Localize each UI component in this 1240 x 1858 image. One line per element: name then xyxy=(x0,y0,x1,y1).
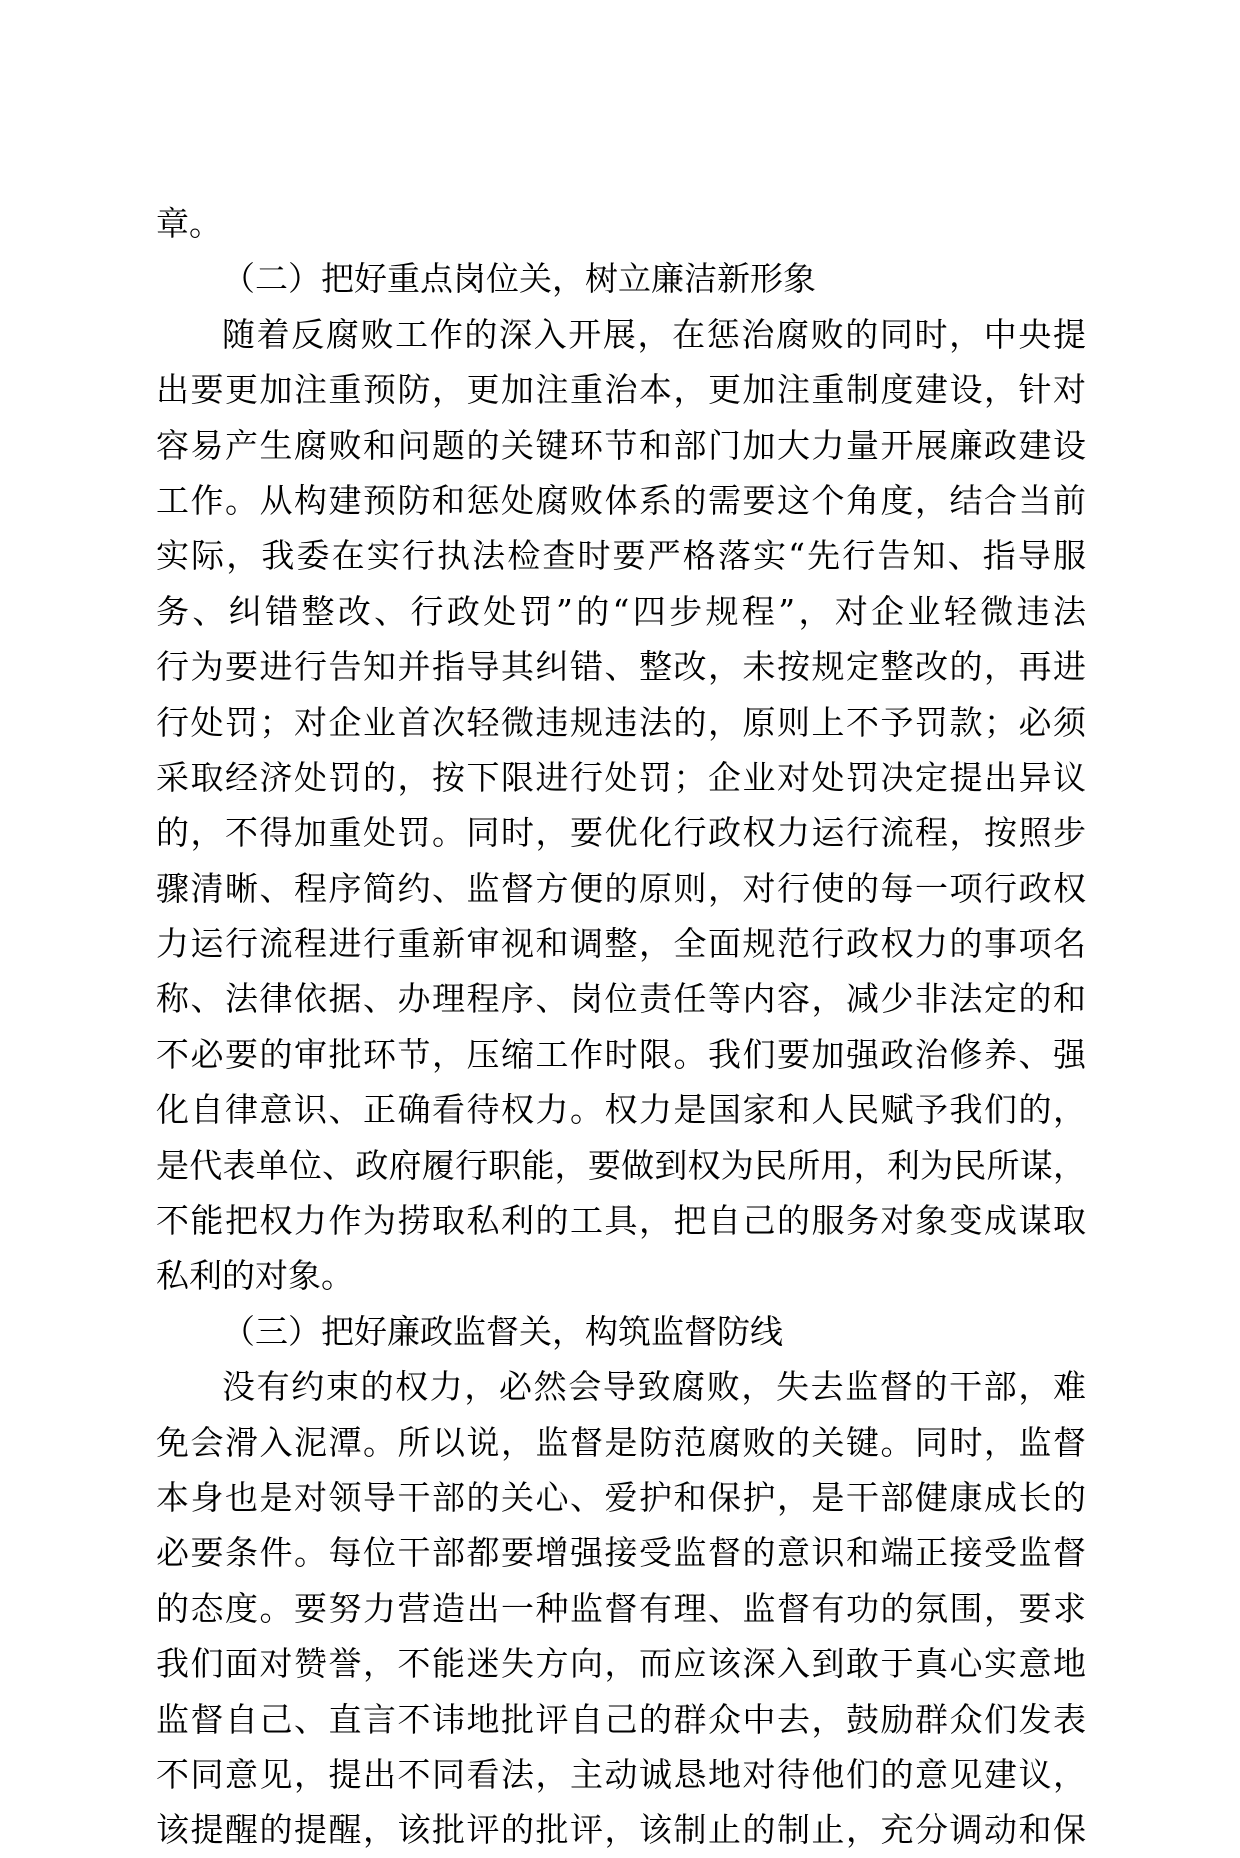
text-line: 本身也是对领导干部的关心、爱护和保护，是干部健康成长的 xyxy=(156,1477,1086,1517)
text-line: 称、法律依据、办理程序、岗位责任等内容，减少非法定的和 xyxy=(156,979,1086,1019)
document-body xyxy=(156,196,1086,1858)
paragraph-start: 没有约束的权力，必然会导致腐败，失去监督的干部，难 xyxy=(222,1367,1086,1407)
text-line: 必要条件。每位干部都要增强接受监督的意识和端正接受监督 xyxy=(156,1533,1086,1573)
text-line: 力运行流程进行重新审视和调整，全面规范行政权力的事项名 xyxy=(156,924,1086,964)
text-line: 不必要的审批环节，压缩工作时限。我们要加强政治修养、强 xyxy=(156,1034,1086,1074)
text-line: 实际，我委在实行执法检查时要严格落实“先行告知、指导服 xyxy=(156,536,1086,576)
text-line: 务、纠错整改、行政处罚”的“四步规程”，对企业轻微违法 xyxy=(156,591,1086,631)
paragraph-start: 随着反腐败工作的深入开展，在惩治腐败的同时，中央提 xyxy=(222,314,1086,354)
text-line: 行为要进行告知并指导其纠错、整改，未按规定整改的，再进 xyxy=(156,647,1086,687)
text-line: 化自律意识、正确看待权力。权力是国家和人民赋予我们的， xyxy=(156,1090,1086,1130)
section-heading-3: （三）把好廉政监督关，构筑监督防线 xyxy=(222,1311,783,1351)
text-line: 监督自己、直言不讳地批评自己的群众中去，鼓励群众们发表 xyxy=(156,1699,1086,1739)
text-line: 骤清晰、程序简约、监督方便的原则，对行使的每一项行政权 xyxy=(156,868,1086,908)
text-line: 该提醒的提醒，该批评的批评，该制止的制止，充分调动和保 xyxy=(156,1810,1086,1850)
text-line: 免会滑入泥潭。所以说，监督是防范腐败的关键。同时，监督 xyxy=(156,1422,1086,1462)
section-heading-2: （二）把好重点岗位关，树立廉洁新形象 xyxy=(222,259,816,299)
text-line: 容易产生腐败和问题的关键环节和部门加大力量开展廉政建设 xyxy=(156,425,1086,465)
text-line: 工作。从构建预防和惩处腐败体系的需要这个角度，结合当前 xyxy=(156,480,1086,520)
text-line: 不同意见，提出不同看法，主动诚恳地对待他们的意见建议， xyxy=(156,1754,1086,1794)
text-line: 不能把权力作为捞取私利的工具，把自己的服务对象变成谋取 xyxy=(156,1201,1086,1241)
text-line: 行处罚；对企业首次轻微违规违法的，原则上不予罚款；必须 xyxy=(156,702,1086,742)
text-line: 我们面对赞誉，不能迷失方向，而应该深入到敢于真心实意地 xyxy=(156,1644,1086,1684)
text-line: 章。 xyxy=(156,204,222,243)
text-line: 是代表单位、政府履行职能，要做到权为民所用，利为民所谋， xyxy=(156,1145,1086,1185)
text-line: 采取经济处罚的，按下限进行处罚；企业对处罚决定提出异议 xyxy=(156,757,1086,797)
text-line: 出要更加注重预防，更加注重治本，更加注重制度建设，针对 xyxy=(156,370,1086,410)
text-line: 的态度。要努力营造出一种监督有理、监督有功的氛围，要求 xyxy=(156,1588,1086,1628)
paragraph-end: 私利的对象。 xyxy=(156,1256,354,1296)
text-line: 的，不得加重处罚。同时，要优化行政权力运行流程，按照步 xyxy=(156,813,1086,853)
